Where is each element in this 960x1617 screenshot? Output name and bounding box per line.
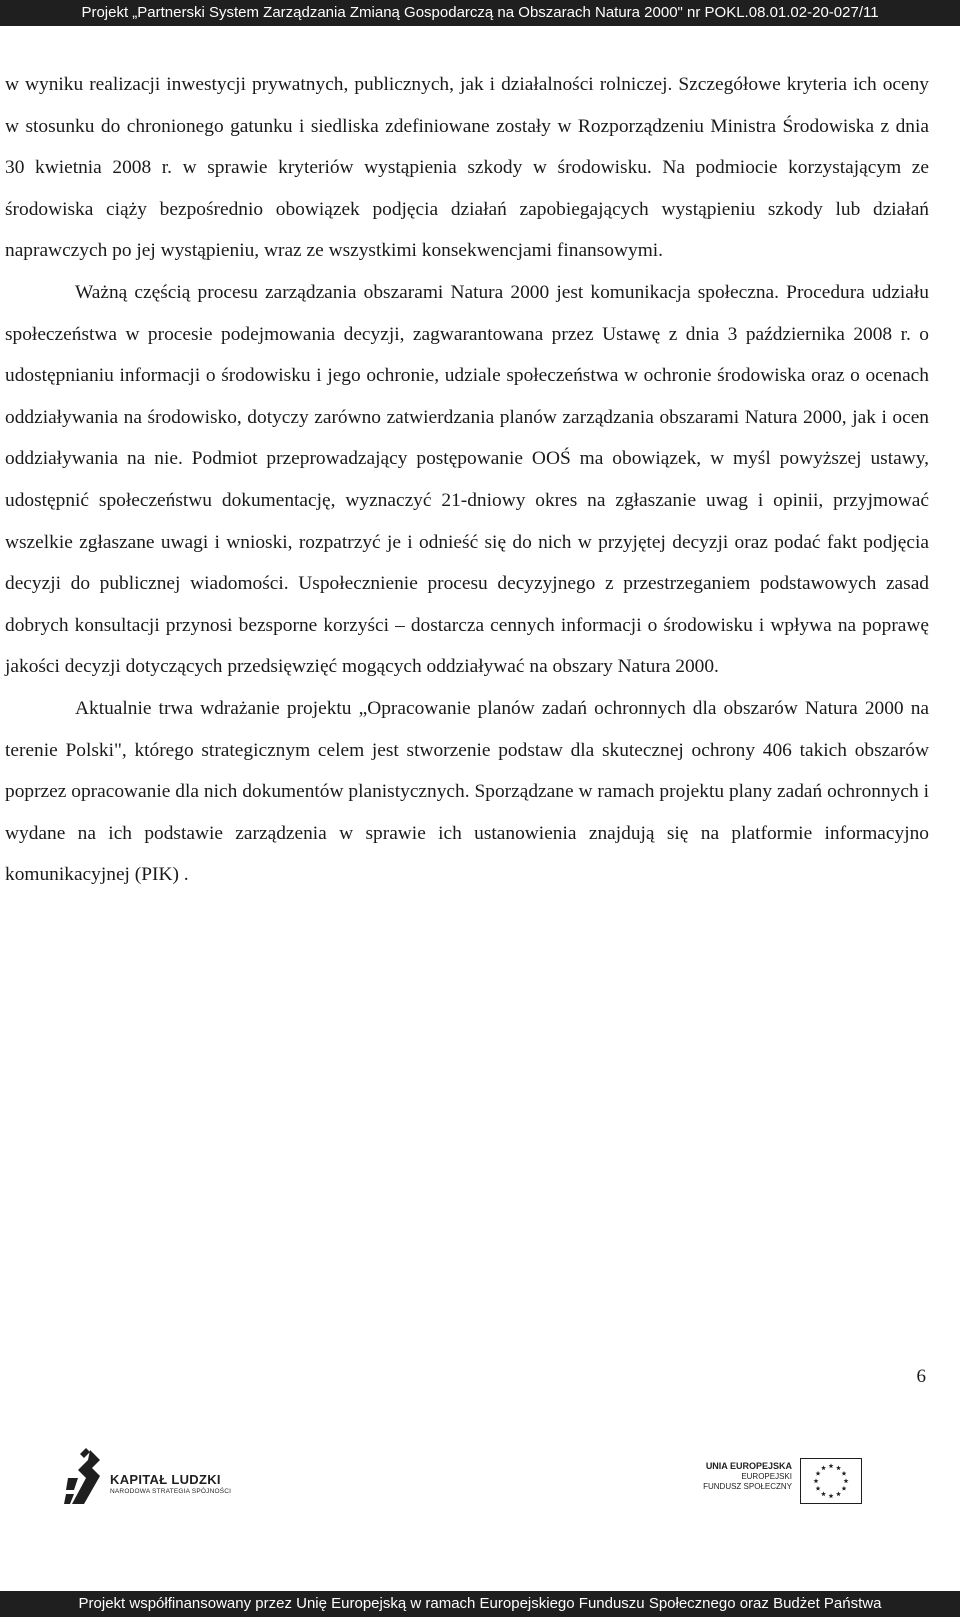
kapital-ludzki-wordmark bbox=[110, 1472, 231, 1495]
page-footer: Projekt współfinansowany przez Unię Europejską w ramach Europejskiego Funduszu Społecznego oraz Budżet Państwa bbox=[0, 1591, 960, 1617]
kapital-ludzki-emblem-icon bbox=[64, 1448, 104, 1506]
eu-line-union: UNIA EUROPEJSKA bbox=[705, 1461, 792, 1471]
eu-wordmark bbox=[700, 1461, 792, 1492]
document-body bbox=[5, 64, 929, 896]
eu-logo bbox=[700, 1458, 866, 1508]
kapital-ludzki-subtitle: NARODOWA STRATEGIA SPÓJNOŚCI bbox=[110, 1488, 232, 1495]
paragraph-3: Aktualnie trwa wdrażanie projektu „Opracowanie planów zadań ochronnych dla obszarów Natura 2000 na terenie Polski", którego strategicznym celem jest stworzenie podstaw dla skutecznej ochrony 406 takich obszarów poprzez opracowanie dla nich dokumentów planistycznych. Sporządzane w ramach projektu plany zadań ochronnych i wydane na ich podstawie zarządzenia w sprawie ich ustanowienia znajdują się na platformie informacyjno komunikacyjnej (PIK) . bbox=[5, 697, 929, 886]
paragraph-2: Ważną częścią procesu zarządzania obszarami Natura 2000 jest komunikacja społeczna. Procedura udziału społeczeństwa w procesie podejmowania decyzji, zagwarantowana przez Ustawę z dnia 3 października 2008 r. o udostępnianiu informacji o środowisku i jego ochronie, udziale społeczeństwa w ochronie środowiska oraz o ocenach oddziaływania na środowisko, dotyczy zarówno zatwierdzania planów zarządzania obszarami Natura 2000, jak i ocen oddziaływania na nie. Podmiot przeprowadzający postępowanie OOŚ ma obowiązek, w myśl powyższej ustawy, udostępnić społeczeństwu dokumentację, wyznaczyć 21-dniowy okres na zgłaszanie uwag i opinii, przyjmować wszelkie zgłaszane uwagi i wnioski, rozpatrzyć je i odnieść się do nich w przyjętej decyzji oraz podać fakt podjęcia decyzji do publicznej wiadomości. Uspołecznienie procesu decyzyjnego z przestrzeganiem podstawowych zasad dobrych konsultacji przynosi bezsporne korzyści – dostarcza cennych informacji o środowisku i wpływa na poprawę jakości decyzji dotyczących przedsięwzięć mogących oddziaływać na obszary Natura 2000. bbox=[5, 281, 929, 678]
page-header: Projekt „Partnerski System Zarządzania Zmianą Gospodarczą na Obszarach Natura 2000" nr POKL.08.01.02-20-027/11 bbox=[0, 0, 960, 26]
paragraph-1: w wyniku realizacji inwestycji prywatnych, publicznych, jak i działalności rolniczej. Szczegółowe kryteria ich oceny w stosunku do chronionego gatunku i siedliska zdefiniowane zostały w Rozporządzeniu Ministra Środowiska z dnia 30 kwietnia 2008 r. w sprawie kryteriów wystąpienia szkody w środowisku. Na podmiocie korzystającym ze środowiska ciąży bezpośrednio obowiązek podjęcia działań zapobiegających wystąpieniu szkody lub działań naprawczych po jej wystąpieniu, wraz ze wszystkimi konsekwencjami finansowymi. bbox=[5, 74, 929, 262]
eu-line-fund: FUNDUSZ SPOŁECZNY bbox=[703, 1482, 792, 1491]
eu-line-european: EUROPEJSKI bbox=[741, 1472, 792, 1481]
kapital-ludzki-title: KAPITAŁ LUDZKI bbox=[110, 1472, 221, 1487]
page-number: 6 bbox=[916, 1366, 926, 1387]
kapital-ludzki-logo bbox=[64, 1448, 264, 1506]
eu-flag-stars-icon bbox=[800, 1458, 862, 1504]
